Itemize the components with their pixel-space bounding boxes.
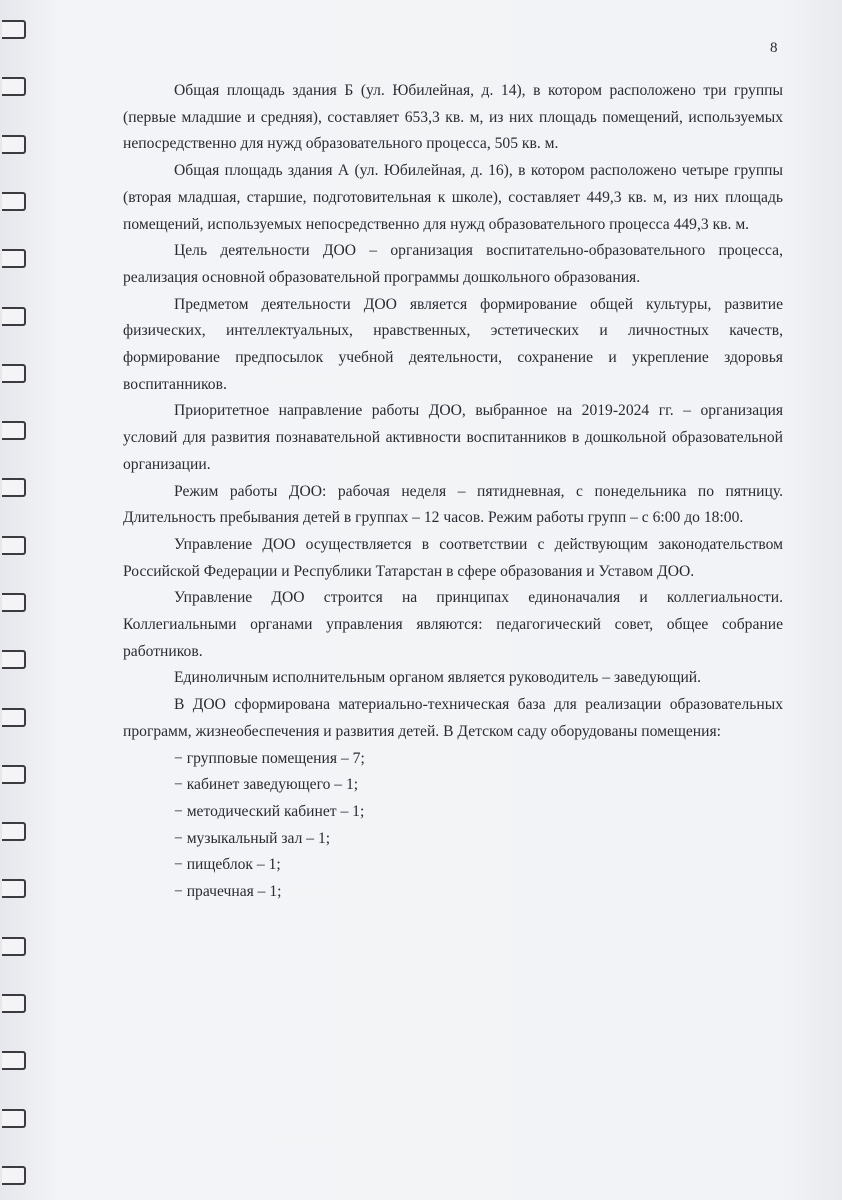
paragraph-subject: Предметом деятельности ДОО является формирование общей культуры, развитие физических, интеллектуальных, нравственных, эстетических и личностных качеств, формирование предпосылок учебной деятельности, сохранение и укрепление здоровья воспитанников. [123,295,783,393]
binding-ring [2,536,26,555]
binding-ring [2,192,26,211]
binding-ring [2,1166,26,1185]
binding-ring [2,593,26,612]
list-item: − пищеблок – 1; [174,856,281,874]
paragraph-priority: Приоритетное направление работы ДОО, выбранное на 2019-2024 гг. – организация условий для развития познавательной активности воспитанников в дошкольной образовательной организации. [123,402,783,473]
binding-ring [2,249,26,268]
page-number: 8 [770,40,778,56]
list-item: − прачечная – 1; [174,883,282,901]
binding-ring [2,708,26,727]
paragraph-collegial: Управление ДОО строится на принципах единоначалия и коллегиальности. Коллегиальными органами управления являются: педагогический совет, общее собрание работников. [123,589,783,660]
binding-ring [2,879,26,898]
paragraph-facilities: В ДОО сформирована материально-техническая база для реализации образовательных программ, жизнеобеспечения и развития детей. В Детском саду оборудованы помещения: [123,696,783,740]
binding-ring [2,1051,26,1070]
list-item: − музыкальный зал – 1; [174,829,331,847]
paragraph-building-a: Общая площадь здания А (ул. Юбилейная, д. 16), в котором расположено четыре группы (вторая младшая, старшие, подготовительная к школе), составляет 449,3 кв. м, из них площадь помещений, используемых непосредственно для нужд образовательного процесса 449,3 кв. м. [123,162,783,233]
binding-ring [2,1109,26,1128]
list-item: − групповые помещения – 7; [174,749,365,767]
binding-ring [2,765,26,784]
binding-ring [2,421,26,440]
binding-ring [2,822,26,841]
spiral-binding [0,0,30,1200]
paragraph-goal: Цель деятельности ДОО – организация воспитательно-образовательного процесса, реализация основной образовательной программы дошкольного образования. [123,242,783,286]
binding-ring [2,650,26,669]
paragraph-executive: Единоличным исполнительным органом является руководитель – заведующий. [174,669,702,687]
paragraph-schedule: Режим работы ДОО: рабочая неделя – пятидневная, с понедельника по пятницу. Длительность пребывания детей в группах – 12 часов. Режим работы групп – с 6:00 до 18:00. [123,482,783,527]
binding-ring [2,937,26,956]
paragraph-management: Управление ДОО осуществляется в соответствии с действующим законодательством Российской Федерации и Республики Татарстан в сфере образования и Уставом ДОО. [123,535,783,580]
binding-ring [2,20,26,39]
binding-ring [2,994,26,1013]
binding-ring [2,364,26,383]
binding-ring [2,307,26,326]
list-item: − методический кабинет – 1; [174,802,365,820]
paragraph-building-b: Общая площадь здания Б (ул. Юбилейная, д. 14), в котором расположено три группы (первые младшие и средняя), составляет 653,3 кв. м, из них площадь помещений, используемых непосредственно для нужд образовательного процесса, 505 кв. м. [123,82,783,153]
document-body [123,78,783,906]
list-item: − кабинет заведующего – 1; [174,776,359,794]
binding-ring [2,135,26,154]
binding-ring [2,478,26,497]
binding-ring [2,77,26,96]
